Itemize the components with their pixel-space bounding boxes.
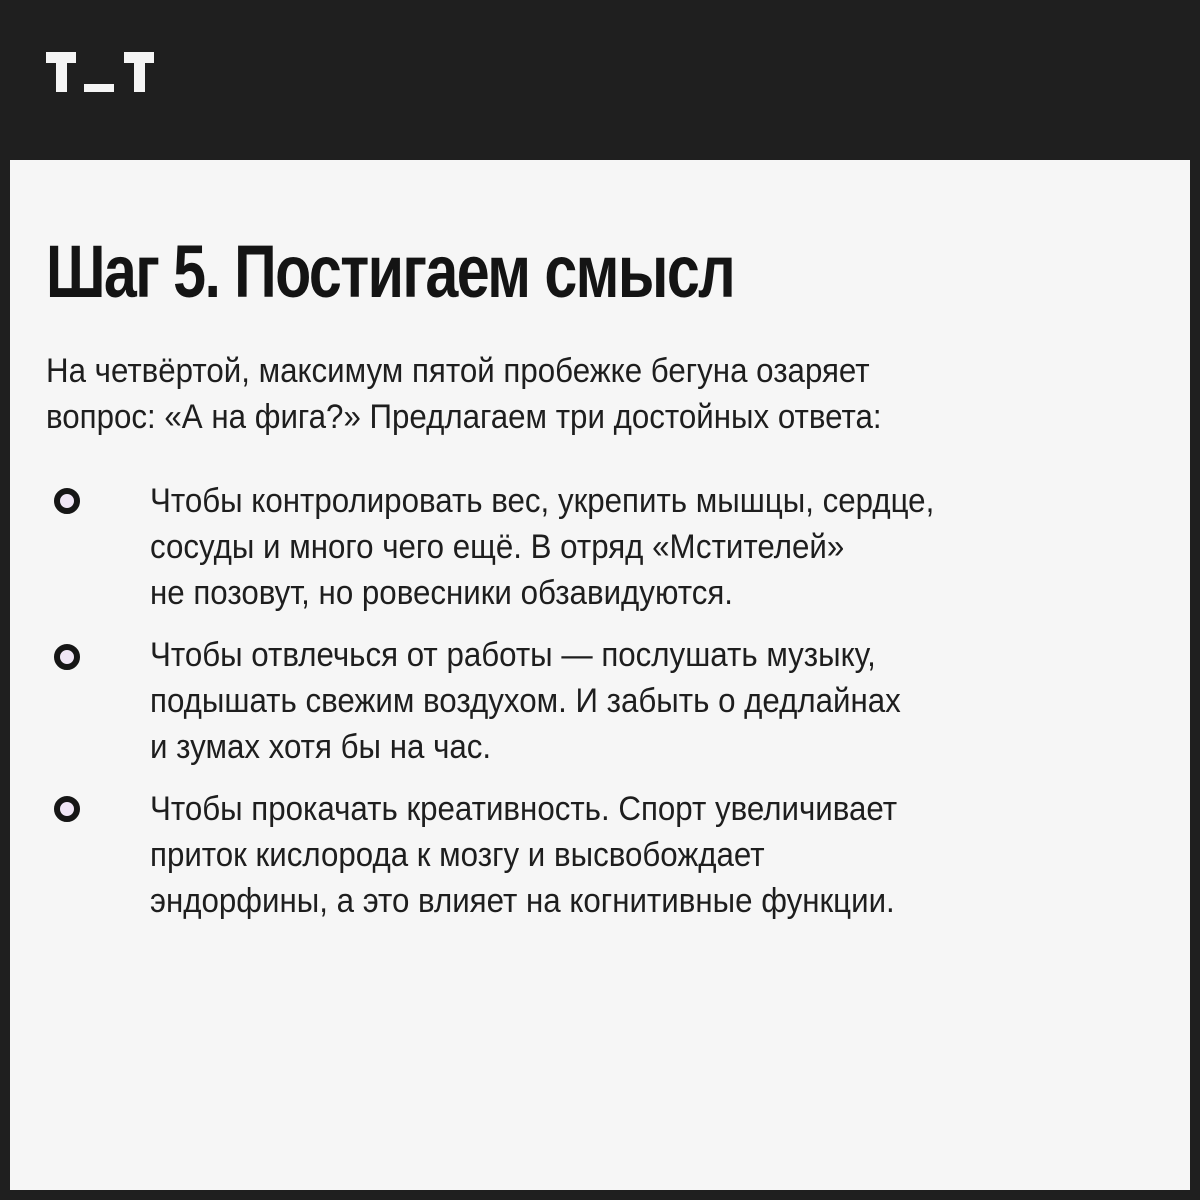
list-item-line: подышать свежим воздухом. И забыть о дедлайнах [150,682,901,720]
list-item-line: эндорфины, а это влияет на когнитивные функции. [150,882,895,920]
brand-logo [46,52,154,98]
content-panel [10,160,1190,1190]
bullet-icon [54,796,80,822]
list-item-line: Чтобы отвлечься от работы — послушать музыку, [150,636,876,674]
intro-line: вопрос: «А на фига?» Предлагаем три достойных ответа: [46,398,882,436]
slide-title: Шаг 5. Постигаем смысл [46,230,735,313]
list-item-text [150,632,1171,770]
intro-line: На четвёртой, максимум пятой пробежке бегуна озаряет [46,352,870,390]
list-item-line: и зумах хотя бы на час. [150,728,492,766]
logo-letter-t-right [124,52,154,98]
bullet-icon [54,488,80,514]
list-item-line: Чтобы прокачать креативность. Спорт увеличивает [150,790,898,828]
list-item-line: приток кислорода к мозгу и высвобождает [150,836,765,874]
list-item-line: сосуды и много чего ещё. В отряд «Мстителей» [150,528,845,566]
bullet-icon [54,644,80,670]
list-item-text [150,478,1171,616]
intro-paragraph [46,348,1076,440]
list-item-line: не позовут, но ровесники обзавидуются. [150,574,733,612]
logo-letter-t-left [46,52,76,98]
list-item-text [150,786,1171,924]
logo-underscore [82,52,118,98]
list-item-line: Чтобы контролировать вес, укрепить мышцы, сердце, [150,482,935,520]
